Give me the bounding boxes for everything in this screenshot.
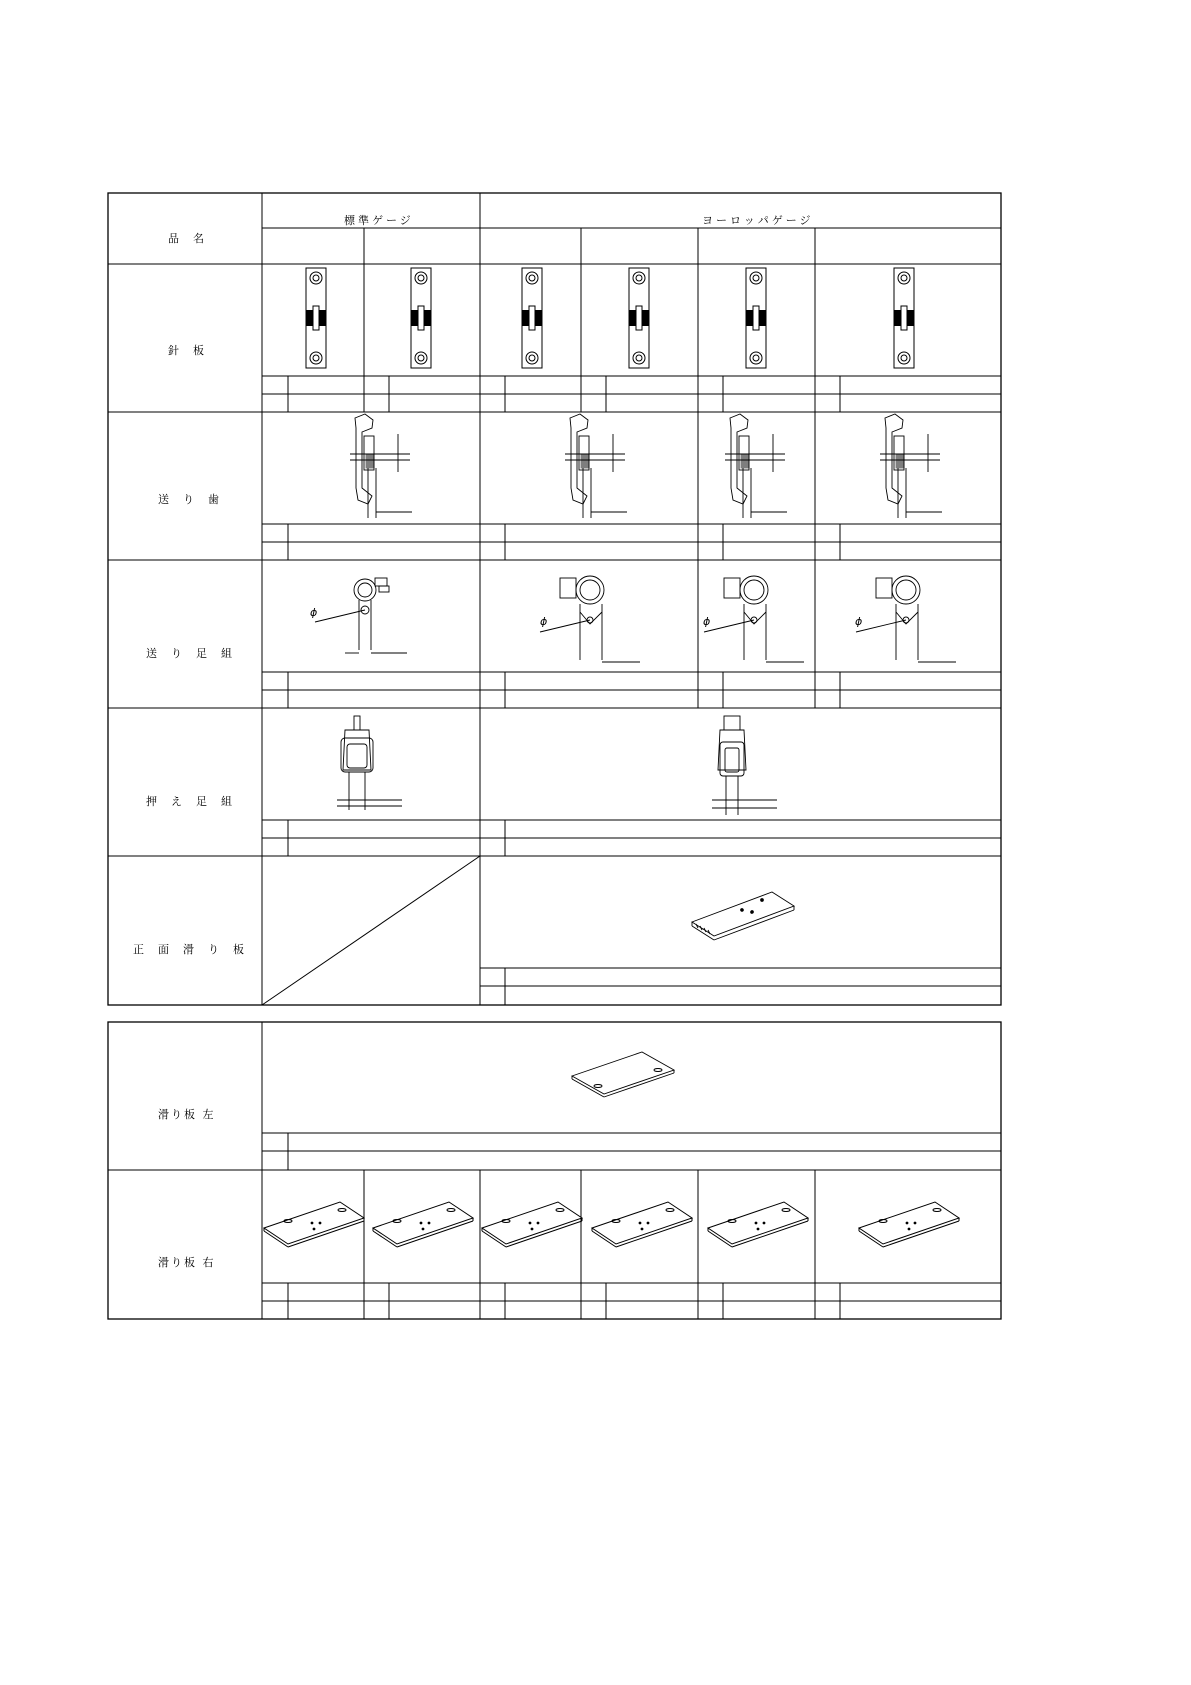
- slide-plate-right-drawing-4: [592, 1202, 692, 1247]
- slide-plate-right-drawing-1: [264, 1202, 364, 1247]
- slide-plate-right-drawing-5: [708, 1202, 808, 1247]
- needle-plate-drawing-6: [894, 268, 914, 368]
- feed-foot-drawing-2: [540, 576, 640, 662]
- phi-mark-2: ϕ: [540, 615, 548, 628]
- needle-plate-drawing-1: [306, 268, 326, 368]
- front-slide-plate-drawing: [692, 892, 794, 940]
- row-label-front-slide-plate: 正面滑り板: [133, 943, 258, 956]
- slide-plate-left-drawing: [572, 1052, 674, 1097]
- presser-foot-drawing-1: [337, 716, 402, 810]
- presser-foot-drawing-2: [712, 716, 777, 815]
- feed-foot-drawing-4: [856, 576, 956, 662]
- row-label-slide-plate-left: 滑り板 左: [158, 1108, 216, 1121]
- feed-foot-drawing-1: [315, 578, 407, 653]
- table-main-border: [108, 193, 1001, 1005]
- row-label-needle-plate: 針板: [168, 344, 218, 357]
- needle-plate-drawing-4: [629, 268, 649, 368]
- phi-mark-3: ϕ: [703, 615, 711, 628]
- feed-dog-drawing-4: [880, 414, 942, 518]
- row-label-feed-dog: 送り歯: [158, 493, 233, 506]
- row-label-presser-foot: 押え足組: [146, 795, 246, 808]
- needle-plate-drawing-5: [746, 268, 766, 368]
- needle-plate-drawing-3: [522, 268, 542, 368]
- row-label-slide-plate-right: 滑り板 右: [158, 1256, 216, 1269]
- slide-plate-right-drawing-3: [482, 1202, 582, 1247]
- phi-mark-4: ϕ: [855, 615, 863, 628]
- slide-plate-right-drawing-2: [373, 1202, 473, 1247]
- feed-dog-drawing-1: [350, 414, 412, 518]
- slide-plate-right-drawing-6: [859, 1202, 959, 1247]
- phi-mark-1: ϕ: [310, 606, 318, 619]
- feed-foot-drawing-3: [704, 576, 804, 662]
- row-label-product-name: 品名: [168, 232, 218, 245]
- group-europe-gauge: ヨーロッパゲージ: [702, 214, 814, 227]
- needle-plate-drawing-2: [411, 268, 431, 368]
- row-label-feed-foot: 送り足組: [146, 647, 246, 660]
- feed-dog-drawing-2: [565, 414, 627, 518]
- group-standard-gauge: 標準ゲージ: [344, 214, 414, 227]
- feed-dog-drawing-3: [725, 414, 787, 518]
